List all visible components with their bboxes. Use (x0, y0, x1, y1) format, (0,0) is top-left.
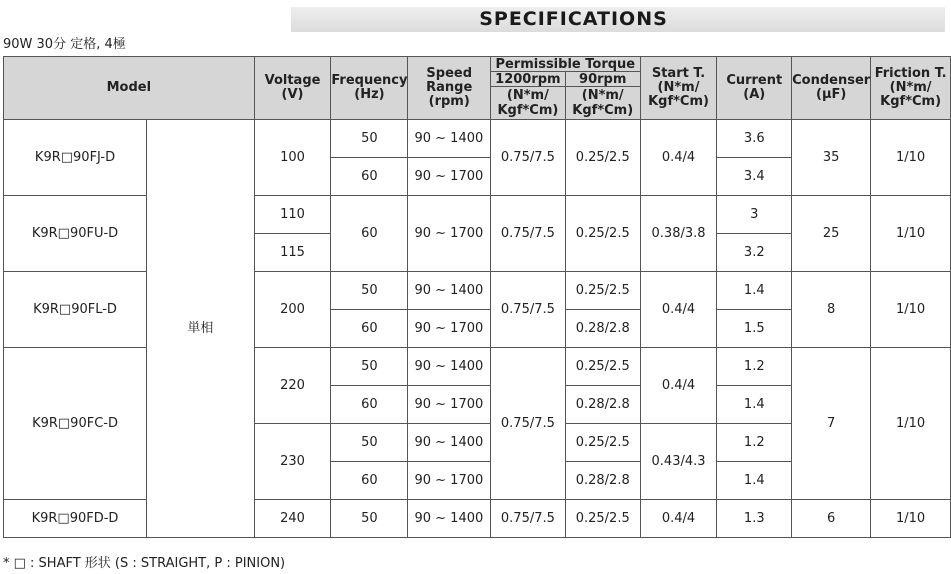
torque-1200-cell: 0.75/7.5 (490, 348, 565, 500)
speed-range-cell: 90 ~ 1400 (408, 272, 490, 310)
current-cell: 1.4 (717, 462, 792, 500)
frequency-cell: 50 (331, 120, 408, 158)
torque-90-cell: 0.25/2.5 (565, 424, 640, 462)
frequency-cell: 50 (331, 500, 408, 538)
current-cell: 1.5 (717, 310, 792, 348)
friction-torque-cell: 1/10 (871, 120, 951, 196)
voltage-cell: 200 (254, 272, 331, 348)
speed-range-cell: 90 ~ 1400 (408, 424, 490, 462)
current-cell: 1.2 (717, 424, 792, 462)
torque-1200-cell: 0.75/7.5 (490, 500, 565, 538)
voltage-cell: 115 (254, 234, 331, 272)
speed-range-cell: 90 ~ 1400 (408, 500, 490, 538)
voltage-cell: 220 (254, 348, 331, 424)
current-cell: 1.4 (717, 386, 792, 424)
header-torque-90rpm: 90rpm (565, 72, 640, 87)
speed-range-cell: 90 ~ 1700 (408, 462, 490, 500)
header-voltage: Voltage (V) (254, 57, 331, 120)
condenser-cell: 35 (792, 120, 871, 196)
frequency-cell: 60 (331, 310, 408, 348)
speed-range-cell: 90 ~ 1400 (408, 348, 490, 386)
header-torque-unit: (N*m/ Kgf*Cm) (565, 87, 640, 120)
torque-90-cell: 0.25/2.5 (565, 348, 640, 386)
frequency-cell: 60 (331, 462, 408, 500)
frequency-cell: 50 (331, 348, 408, 386)
specifications-table (3, 56, 951, 538)
subtitle: 90W 30分 定格, 4極 (3, 37, 126, 52)
model-cell: K9R□90FD-D (4, 500, 147, 538)
frequency-cell: 60 (331, 196, 408, 272)
voltage-cell: 230 (254, 424, 331, 500)
header-torque-1200rpm: 1200rpm (490, 72, 565, 87)
model-cell: K9R□90FC-D (4, 348, 147, 500)
current-cell: 1.2 (717, 348, 792, 386)
table-row (4, 348, 951, 386)
current-cell: 3.4 (717, 158, 792, 196)
current-cell: 1.4 (717, 272, 792, 310)
speed-range-cell: 90 ~ 1700 (408, 386, 490, 424)
friction-torque-cell: 1/10 (871, 272, 951, 348)
torque-90-cell: 0.25/2.5 (565, 272, 640, 310)
header-model: Model (4, 57, 255, 120)
header-current: Current (A) (717, 57, 792, 120)
start-torque-cell: 0.4/4 (640, 348, 717, 424)
current-cell: 3 (717, 196, 792, 234)
header-friction-torque: Friction T. (N*m/ Kgf*Cm) (871, 57, 951, 120)
torque-1200-cell: 0.75/7.5 (490, 272, 565, 348)
footnote: * □ : SHAFT 形状 (S : STRAIGHT, P : PINION) (3, 556, 286, 571)
torque-1200-cell: 0.75/7.5 (490, 120, 565, 196)
header-start-torque: Start T. (N*m/ Kgf*Cm) (640, 57, 717, 120)
start-torque-cell: 0.4/4 (640, 272, 717, 348)
speed-range-cell: 90 ~ 1700 (408, 196, 490, 272)
start-torque-cell: 0.38/3.8 (640, 196, 717, 272)
frequency-cell: 50 (331, 424, 408, 462)
start-torque-cell: 0.4/4 (640, 120, 717, 196)
torque-90-cell: 0.28/2.8 (565, 386, 640, 424)
page-title: SPECIFICATIONS (479, 8, 668, 30)
torque-90-cell: 0.28/2.8 (565, 462, 640, 500)
table-row (4, 120, 951, 158)
frequency-cell: 50 (331, 272, 408, 310)
torque-1200-cell: 0.75/7.5 (490, 196, 565, 272)
start-torque-cell: 0.43/4.3 (640, 424, 717, 500)
voltage-cell: 110 (254, 196, 331, 234)
condenser-cell: 25 (792, 196, 871, 272)
table-row (4, 196, 951, 234)
header-permissible-torque: Permissible Torque (490, 57, 640, 72)
header-speed-range: Speed Range (rpm) (408, 57, 490, 120)
speed-range-cell: 90 ~ 1700 (408, 158, 490, 196)
header-frequency: Frequency (Hz) (331, 57, 408, 120)
header-torque-unit: (N*m/ Kgf*Cm) (490, 87, 565, 120)
current-cell: 3.2 (717, 234, 792, 272)
friction-torque-cell: 1/10 (871, 348, 951, 500)
torque-90-cell: 0.25/2.5 (565, 120, 640, 196)
friction-torque-cell: 1/10 (871, 196, 951, 272)
current-cell: 3.6 (717, 120, 792, 158)
start-torque-cell: 0.4/4 (640, 500, 717, 538)
condenser-cell: 6 (792, 500, 871, 538)
condenser-cell: 8 (792, 272, 871, 348)
speed-range-cell: 90 ~ 1400 (408, 120, 490, 158)
torque-90-cell: 0.28/2.8 (565, 310, 640, 348)
torque-90-cell: 0.25/2.5 (565, 196, 640, 272)
torque-90-cell: 0.25/2.5 (565, 500, 640, 538)
header-row (4, 57, 951, 72)
voltage-cell: 240 (254, 500, 331, 538)
frequency-cell: 60 (331, 158, 408, 196)
table-row (4, 500, 951, 538)
current-cell: 1.3 (717, 500, 792, 538)
frequency-cell: 60 (331, 386, 408, 424)
header-condenser: Condenser (µF) (792, 57, 871, 120)
model-cell: K9R□90FL-D (4, 272, 147, 348)
model-cell: K9R□90FJ-D (4, 120, 147, 196)
model-cell: K9R□90FU-D (4, 196, 147, 272)
voltage-cell: 100 (254, 120, 331, 196)
phase-cell: 単相 (147, 120, 255, 538)
friction-torque-cell: 1/10 (871, 500, 951, 538)
speed-range-cell: 90 ~ 1700 (408, 310, 490, 348)
condenser-cell: 7 (792, 348, 871, 500)
table-row (4, 272, 951, 310)
